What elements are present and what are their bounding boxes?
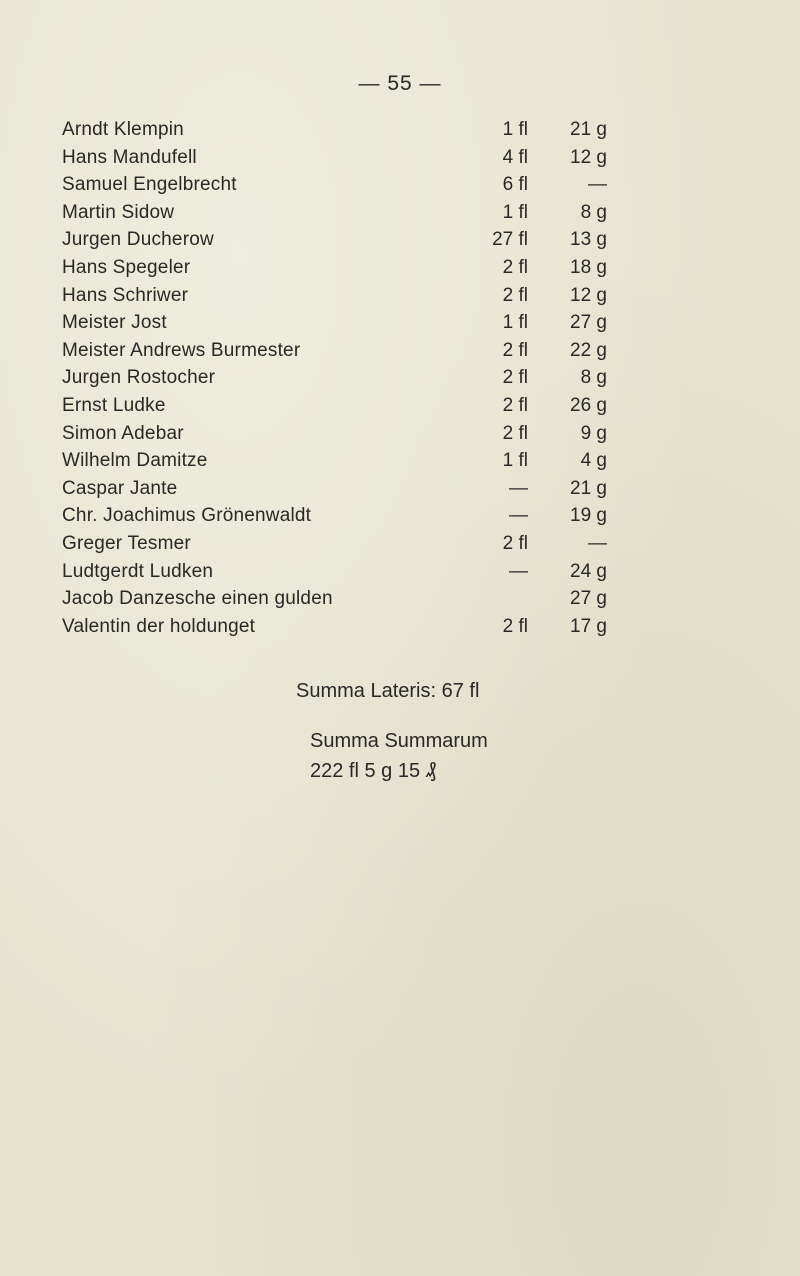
entry-name: Meister Jost [62, 312, 167, 334]
entry-florin: — [509, 505, 528, 527]
entry-florin: 2 fl [502, 615, 528, 637]
ledger-entry [62, 558, 607, 586]
ledger-entry [62, 116, 607, 144]
entry-name: Martin Sidow [62, 201, 175, 223]
entry-florin: 2 fl [502, 532, 528, 554]
ledger-entry [62, 254, 607, 282]
entry-florin: 1 fl [502, 312, 528, 334]
ledger-entry [62, 282, 607, 310]
entry-florin: 2 fl [502, 256, 528, 278]
entry-groschen: 26 g [570, 394, 607, 416]
entry-name: Greger Tesmer [62, 532, 191, 554]
entry-groschen: 18 g [570, 256, 607, 278]
ledger-entry [62, 144, 607, 172]
entry-florin: 1 fl [502, 450, 528, 472]
ledger-entry [62, 613, 607, 641]
summa-summarum-label: Summa Summarum [310, 730, 488, 752]
entry-name: Hans Mandufell [62, 146, 197, 168]
entry-name: Meister Andrews Burmester [62, 339, 301, 361]
entry-name: Ludtgerdt Ludken [62, 560, 214, 582]
summa-summarum-total: 222 fl 5 g 15 ₰ [310, 760, 437, 782]
entry-name: Wilhelm Damitze [62, 450, 208, 472]
entry-florin: 4 fl [502, 146, 528, 168]
ledger-entry [62, 392, 607, 420]
entry-name: Jacob Danzesche einen gulden [62, 588, 333, 610]
ledger-entry [62, 420, 607, 448]
entry-groschen: 21 g [570, 477, 607, 499]
entry-name: Chr. Joachimus Grönenwaldt [62, 505, 312, 527]
entry-groschen: 12 g [570, 146, 607, 168]
summa-lateris: Summa Lateris: 67 fl [296, 680, 480, 702]
entry-groschen: 24 g [570, 560, 607, 582]
entry-name: Samuel Engelbrecht [62, 174, 237, 196]
entry-groschen: 13 g [570, 229, 607, 251]
entry-florin: 2 fl [502, 339, 528, 361]
entry-florin: 6 fl [502, 174, 528, 196]
entry-name: Valentin der holdunget [62, 615, 256, 637]
entry-groschen: 8 g [580, 201, 607, 223]
entry-groschen: 19 g [570, 505, 607, 527]
ledger-entry [62, 502, 607, 530]
ledger-entry [62, 226, 607, 254]
entry-name: Jurgen Rostocher [62, 367, 216, 389]
ledger-entry [62, 364, 607, 392]
entry-florin: 2 fl [502, 394, 528, 416]
ledger-entry [62, 585, 607, 613]
entry-groschen: 4 g [580, 450, 607, 472]
ledger-entry [62, 171, 607, 199]
ledger-entry [62, 475, 607, 503]
entry-groschen: 17 g [570, 615, 607, 637]
entry-name: Simon Adebar [62, 422, 184, 444]
entry-groschen: — [588, 532, 607, 554]
entry-florin: 1 fl [502, 119, 528, 140]
entry-florin: 2 fl [502, 367, 528, 389]
entry-groschen: 21 g [570, 119, 607, 140]
entry-florin: — [509, 560, 528, 582]
entry-florin: — [509, 477, 528, 499]
entry-name: Jurgen Ducherow [62, 229, 214, 251]
entry-groschen: 22 g [570, 339, 607, 361]
ledger-entry [62, 309, 607, 337]
entry-name: Caspar Jante [62, 477, 178, 499]
ledger-entry [62, 337, 607, 365]
page-number: — 55 — [358, 72, 442, 95]
entry-name: Hans Spegeler [62, 256, 191, 278]
ledger-entry [62, 530, 607, 558]
entry-name: Arndt Klempin [62, 119, 184, 140]
entry-florin: 2 fl [502, 284, 528, 306]
ledger-entry [62, 199, 607, 227]
entry-groschen: 8 g [580, 367, 607, 389]
ledger-list [62, 116, 607, 640]
entry-name: Ernst Ludke [62, 394, 166, 416]
entry-florin: 27 fl [492, 229, 528, 251]
entry-groschen: — [588, 174, 607, 196]
ledger-entry [62, 447, 607, 475]
entry-groschen: 9 g [580, 422, 607, 444]
entry-florin: 2 fl [502, 422, 528, 444]
entry-groschen: 27 g [570, 312, 607, 334]
entry-groschen: 12 g [570, 284, 607, 306]
entry-florin: 1 fl [502, 201, 528, 223]
entry-groschen: 27 g [570, 588, 607, 610]
entry-name: Hans Schriwer [62, 284, 189, 306]
